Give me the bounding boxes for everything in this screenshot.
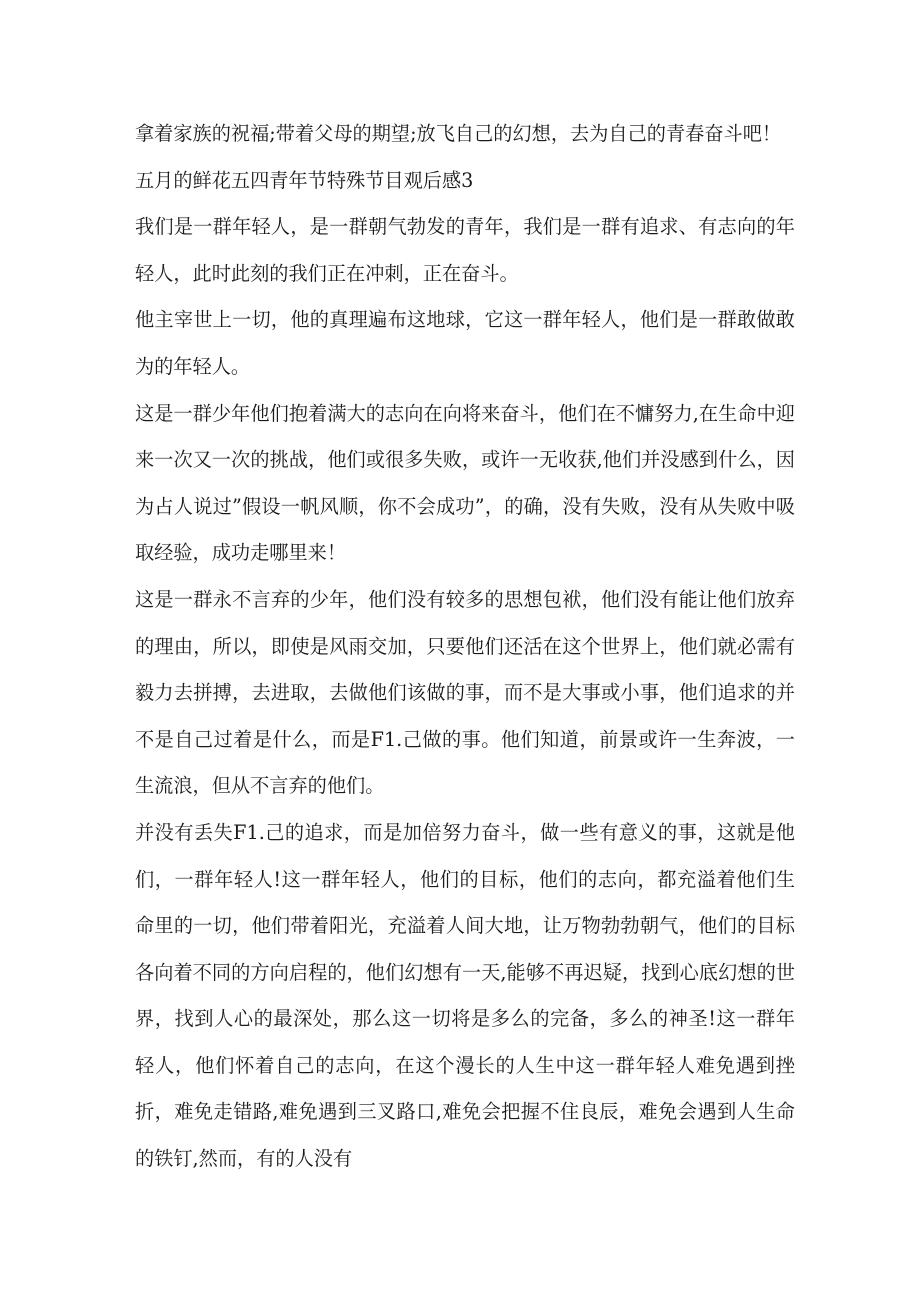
- paragraph: 他主宰世上一切，他的真理遍布这地球，它这一群年轻人，他们是一群敢做敢为的年轻人。: [135, 308, 795, 378]
- document-body: [135, 111, 795, 1183]
- paragraph-closing-line: 拿着家族的祝福;带着父母的期望;放飞自己的幻想，去为自己的青春奋斗吧！: [135, 122, 782, 145]
- paragraph: 这是一群少年他们抱着满大的志向在向将来奋斗，他们在不慵努力,在生命中迎来一次又一次的挑战，他们或很多失败，或许一无收获,他们并没感到什么，因为占人说过”假设一帆风顺，你不会成功”，的确，没有失败，没有从失败中吸取经验，成功走哪里来！: [135, 401, 795, 565]
- section-heading: 五月的鲜花五四青年节特殊节目观后感3: [135, 168, 474, 192]
- paragraph: 这是一群永不言弃的少年，他们没有较多的思想包袱，他们没有能让他们放弃的理由，所以，即使是风雨交加，只要他们还活在这个世界上，他们就必需有毅力去拼搏，去进取，去做他们该做的事，而不是大事或小事，他们追求的并不是自己过着是什么，而是F1.己做的事。他们知道，前景或许一生奔波，一生流浪，但从不言弃的他们。: [135, 587, 795, 798]
- paragraph: 并没有丢失F1.己的追求，而是加倍努力奋斗，做一些有意义的事，这就是他们，一群年轻人!这一群年轻人，他们的目标，他们的志向，都充溢着他们生命里的一切，他们带着阳光，充溢着人间大地，让万物勃勃朝气，他们的目标各向着不同的方向启程的，他们幻想有一天,能够不再迟疑，找到心底幻想的世界，找到人心的最深处，那么这一切将是多么的完备，多么的神圣!这一群年轻人，他们怀着自己的志向，在这个漫长的人生中这一群年轻人难免遇到挫折，难免走错路,难免遇到三叉路口,难免会把握不住良辰，难免会遇到人生命的铁钉,然而，有的人没有: [135, 820, 795, 1171]
- paragraph: 我们是一群年轻人，是一群朝气勃发的青年，我们是一群有追求、有志向的年轻人，此时此刻的我们正在冲刺，正在奋斗。: [135, 215, 795, 285]
